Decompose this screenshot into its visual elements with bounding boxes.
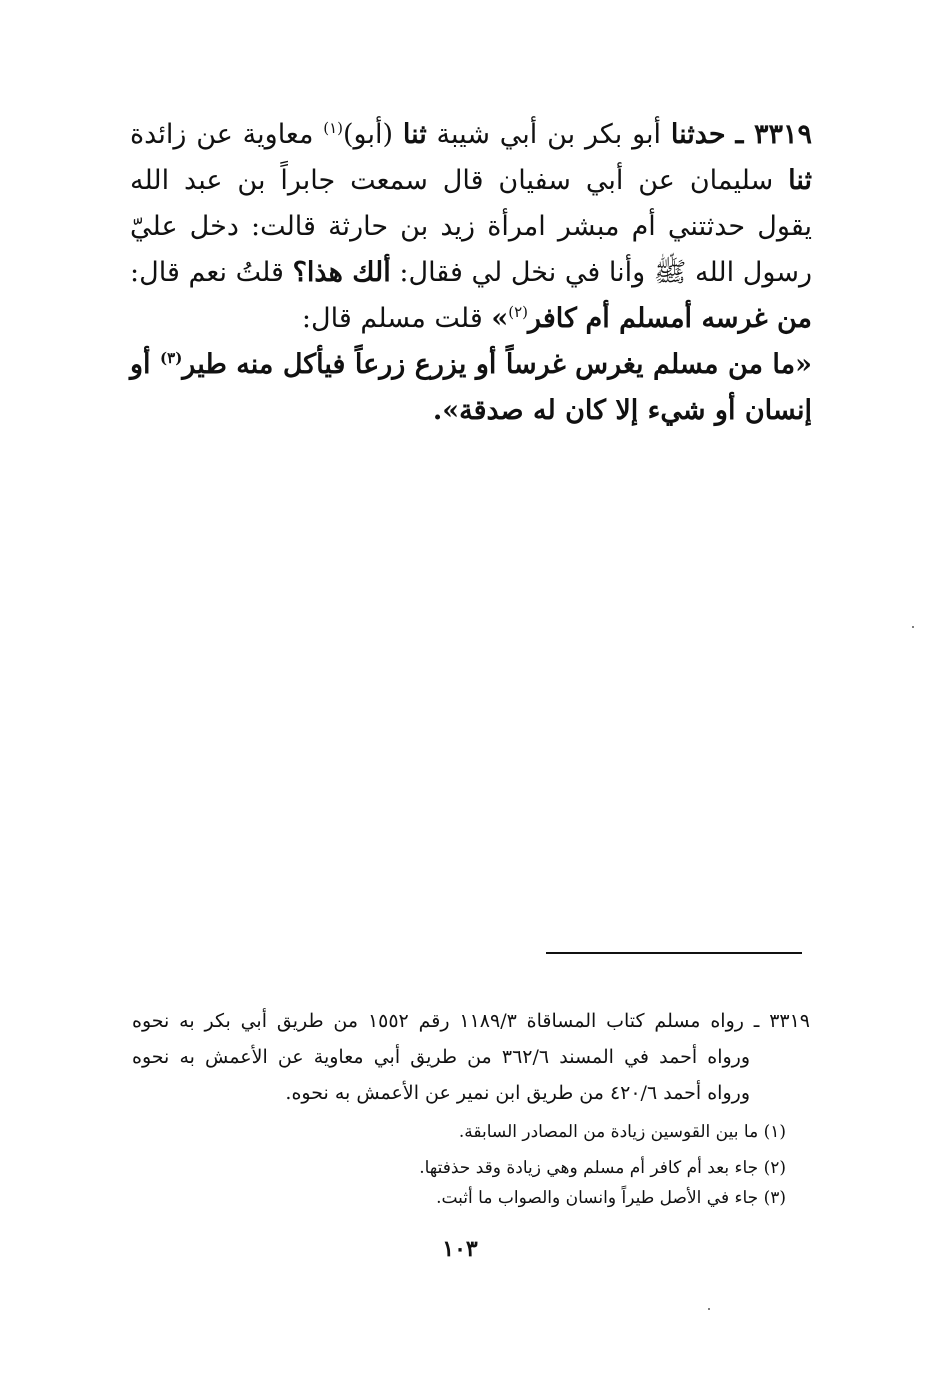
- text-run: أبو بكر بن أبي شيبة: [426, 119, 671, 150]
- text-run: وأنا في نخل لي فقال:: [390, 257, 646, 288]
- text-run: سليمان عن أبي سفيان قال سمعت جابراً بن عبد الله يقول: [130, 165, 812, 242]
- text-run: «ما من مسلم يغرس غرساً أو يزرع زرعاً فيأكل منه طير: [182, 349, 812, 380]
- text-run: كافر: [528, 303, 577, 334]
- text-run: إنسان أو شيء إلا كان له صدقة».: [432, 395, 812, 426]
- footnotes: [300, 1117, 786, 1213]
- hadith-number: ٣٣١٩ ـ: [735, 119, 812, 150]
- source-line: ورواه أحمد ٤٢٠/٦ من طريق ابن نمير عن الأعمش به نحوه.: [285, 1082, 750, 1104]
- text-run: حدثنا: [670, 119, 726, 150]
- footnote-ref: (٢): [508, 303, 528, 321]
- footnote-ref: (٣): [160, 349, 183, 367]
- footnote: (٢) جاء بعد أم كافر أم مسلم وهي زيادة وقد حذفتها.: [419, 1158, 786, 1178]
- text-run: قلت مسلم قال:: [301, 303, 492, 334]
- hadith-line: [130, 112, 812, 342]
- hadith-text: [130, 112, 812, 434]
- footnote-divider: [546, 952, 802, 954]
- source-line: ٣٣١٩ ـ رواه مسلم كتاب المساقاة ١١٨٩/٣ رقم ١٥٥٢ من طريق أبي بكر به نحوه: [132, 1010, 811, 1032]
- scan-speck: [708, 1308, 710, 1310]
- text-run: حدثتني أم مبشر امرأة زيد بن حارثة قالت: دخل عليّ رسول الله ﷺ: [130, 211, 812, 288]
- text-run: معاوية عن: [196, 119, 324, 150]
- text-run: زائدة: [130, 119, 187, 150]
- text-run: ألك هذا؟: [292, 257, 391, 288]
- text-run: قلتُ نعم قال:: [130, 257, 293, 288]
- text-run: »: [491, 303, 509, 334]
- page-number: ١٠٣: [442, 1236, 478, 1262]
- text-run: أو: [130, 349, 161, 380]
- hadith-quote: [130, 342, 812, 434]
- text-run: ثنا: [788, 165, 812, 196]
- text-run: ثنا: [402, 119, 427, 150]
- footnote: (٣) جاء في الأصل طيراً وانسان والصواب ما أثبت.: [436, 1188, 786, 1208]
- text-run: من غرسه أمسلم أم: [585, 303, 812, 334]
- footnote: (١) ما بين القوسين زيادة من المصادر السابقة.: [458, 1122, 786, 1142]
- source-references: [132, 1003, 810, 1111]
- scan-speck: [912, 626, 914, 628]
- footnote-ref: (١): [323, 119, 343, 137]
- source-line: ورواه أحمد في المسند ٣٦٢/٦ من طريق أبي معاوية عن الأعمش به نحوه: [132, 1046, 751, 1068]
- text-run: (أبو): [343, 119, 403, 150]
